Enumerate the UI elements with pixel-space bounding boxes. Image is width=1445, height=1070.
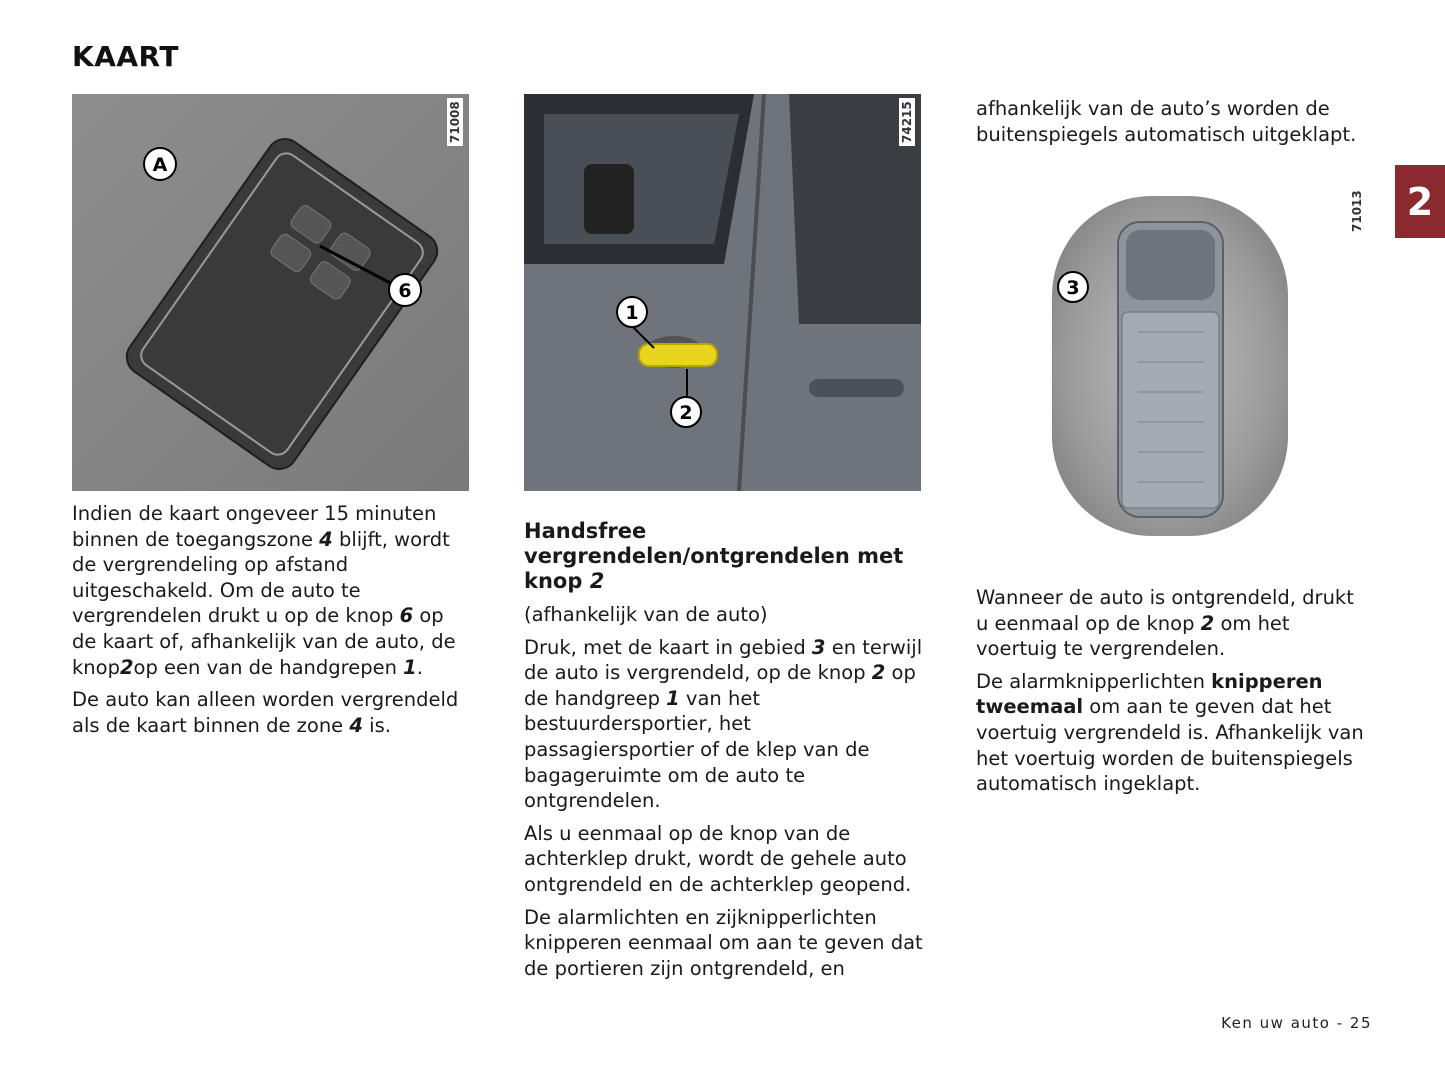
section-heading: Handsfree vergrendelen/ontgrendelen met knop 2 bbox=[524, 519, 904, 593]
paragraph: afhankelijk van de auto’s worden de buitenspiegels automatisch uitgeklapt. bbox=[976, 97, 1357, 146]
figure-van-top bbox=[1048, 192, 1298, 542]
column-3-top bbox=[976, 96, 1371, 154]
callout-2: 2 bbox=[679, 402, 693, 424]
paragraph: Druk, met de kaart in gebied 3 en terwijl de auto is vergrendeld, op de knop 2 op de handgreep 1 van het bestuurdersportier, het passagiersportier of de klep van de bagageruimte om de auto te ontgrendelen. bbox=[524, 635, 923, 813]
figure-code-card: 71008 bbox=[447, 98, 463, 146]
page-title: KAART bbox=[72, 40, 179, 73]
chapter-tab: 2 bbox=[1395, 165, 1445, 238]
paragraph: Wanneer de auto is ontgrendeld, drukt u eenmaal op de knop 2 om het voertuig te vergrendelen. bbox=[976, 586, 1354, 661]
callout-6: 6 bbox=[398, 280, 412, 302]
paragraph: Als u eenmaal op de knop van de achterklep drukt, wordt de gehele auto ontgrendeld en de achterklep geopend. bbox=[524, 821, 912, 896]
figure-key-card bbox=[72, 94, 469, 491]
column-2 bbox=[524, 519, 924, 988]
callout-a: A bbox=[152, 154, 168, 176]
figure-code-door: 74215 bbox=[899, 98, 915, 146]
figure-door-handle bbox=[524, 94, 921, 491]
page-footer: Ken uw auto - 25 bbox=[1221, 1014, 1372, 1032]
column-3-bottom bbox=[976, 585, 1371, 804]
door-handle-illustration bbox=[524, 94, 921, 491]
paragraph: Indien de kaart ongeveer 15 minuten binnen de toegangszone 4 blijft, wordt de vergrendeling op afstand uitgeschakeld. Om de auto te vergrendelen drukt u op de knop 6 op de kaart of, afhankelijk van de auto, de knop2op een van de handgrepen 1. bbox=[72, 502, 456, 679]
column-1 bbox=[72, 501, 472, 745]
callout-3: 3 bbox=[1066, 277, 1080, 299]
paragraph: De auto kan alleen worden vergrendeld als de kaart binnen de zone 4 is. bbox=[72, 688, 459, 737]
paragraph: (afhankelijk van de auto) bbox=[524, 603, 768, 626]
paragraph: De alarmlichten en zijknipperlichten knipperen eenmaal om aan te geven dat de portieren zijn ontgrendeld, en bbox=[524, 905, 923, 980]
callout-1: 1 bbox=[625, 302, 639, 324]
key-card-illustration bbox=[72, 94, 469, 491]
van-top-illustration bbox=[1048, 192, 1298, 542]
figure-code-van: 71013 bbox=[1350, 190, 1364, 232]
paragraph: De alarmknipperlichten knipperen tweemaal om aan te geven dat het voertuig vergrendeld is. Afhankelijk van het voertuig worden de buitenspiegels automatisch ingeklapt. bbox=[976, 669, 1364, 796]
